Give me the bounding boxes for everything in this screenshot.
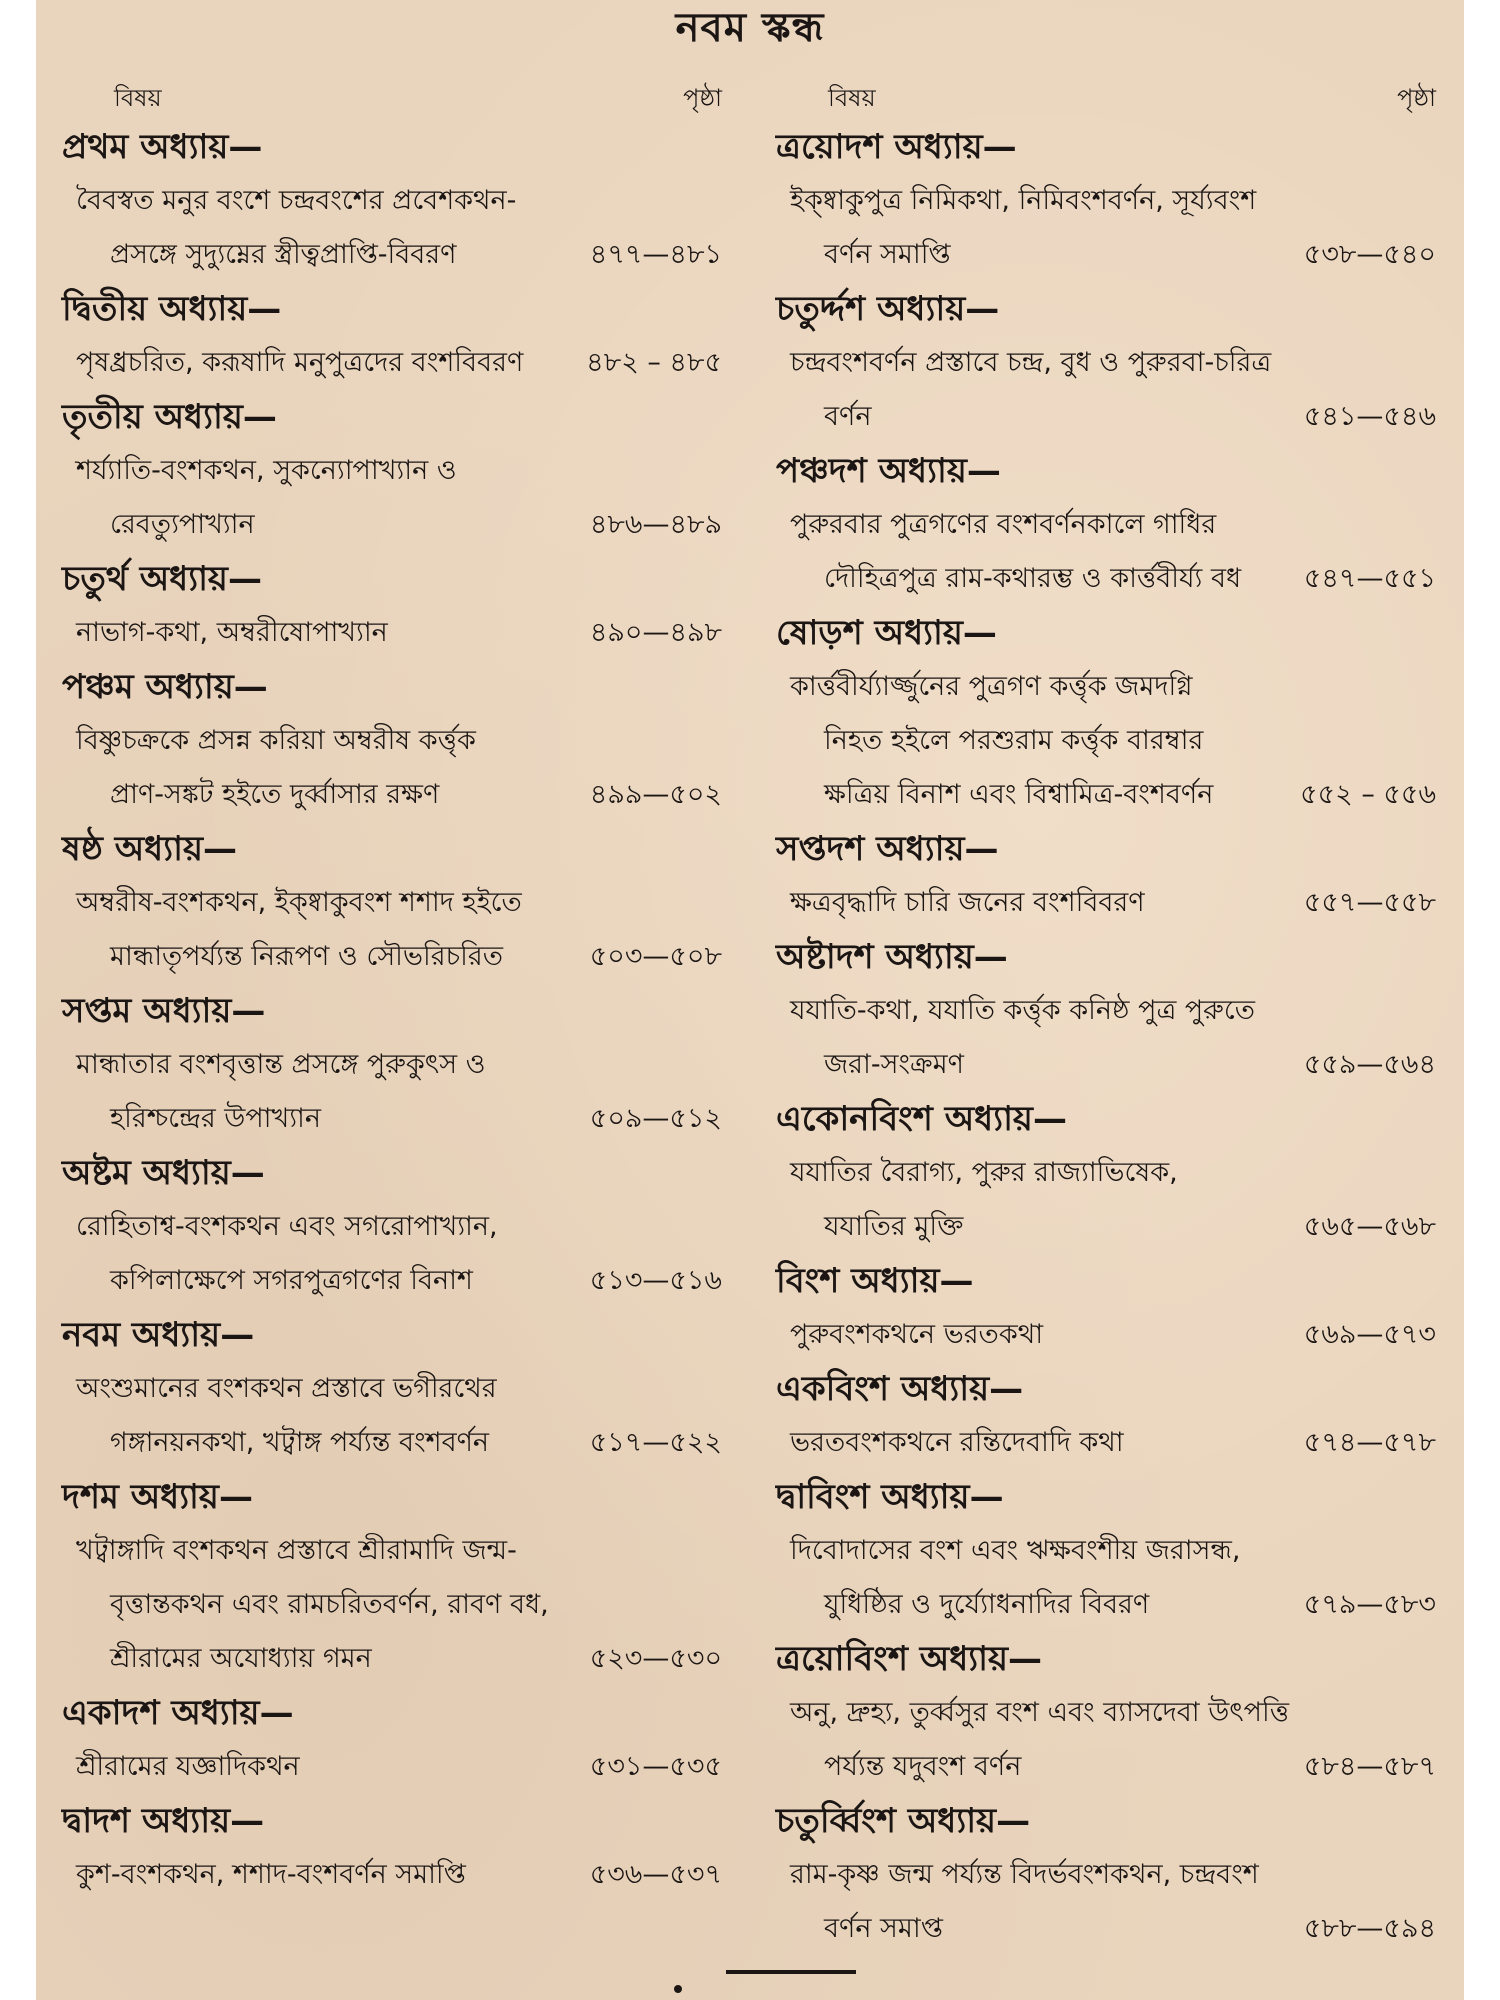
page-range: ৫১৭—৫২২	[589, 1427, 722, 1458]
chapter-description	[776, 174, 1436, 282]
chapter-title-dash: —	[227, 559, 262, 599]
right-column	[776, 76, 1436, 1956]
chapter-title-text: সপ্তম অধ্যায়	[62, 991, 232, 1031]
page-range: ৫৭৯—৫৮৩	[1303, 1589, 1436, 1620]
description-line: বর্ণন সমাপ্তি	[824, 239, 951, 270]
chapter-title	[776, 606, 1436, 660]
chapter-description	[62, 174, 722, 282]
right-chapter-list	[776, 120, 1436, 1956]
chapter-title-dash: —	[939, 1261, 974, 1301]
chapter-title-text: ষোড়শ অধ্যায়	[776, 613, 963, 653]
description-line: ইক্ষ্বাকুপুত্র নিমিকথা, নিমিবংশবর্ণন, সূর্য্যবংশ	[790, 185, 1257, 216]
chapter-title	[62, 552, 722, 606]
chapter-title	[62, 1146, 722, 1200]
chapter-title-dash: —	[202, 829, 237, 869]
chapter-entry	[62, 1686, 722, 1794]
chapter-entry	[776, 444, 1436, 606]
chapter-entry	[62, 1470, 722, 1686]
subject-label: বিষয়	[828, 84, 876, 112]
chapter-entry	[776, 1470, 1436, 1632]
chapter-entry	[776, 606, 1436, 822]
chapter-description	[62, 606, 722, 660]
description-line: হরিশ্চন্দ্রের উপাখ্যান	[110, 1103, 321, 1134]
chapter-description	[776, 876, 1436, 930]
chapter-description	[62, 714, 722, 822]
description-line: দিবোদাসের বংশ এবং ঋক্ষবংশীয় জরাসন্ধ,	[790, 1535, 1241, 1566]
page-range: ৫৪৭—৫৫১	[1303, 563, 1436, 594]
page-range: ৫৫৯—৫৬৪	[1303, 1049, 1436, 1080]
chapter-entry	[62, 120, 722, 282]
description-line: যুধিষ্ঠির ও দুর্য্যোধনাদির বিবরণ	[824, 1589, 1150, 1620]
chapter-entry	[62, 282, 722, 390]
chapter-title	[62, 1794, 722, 1848]
description-line: গঙ্গানয়নকথা, খট্বাঙ্গ পর্য্যন্ত বংশবর্ণন	[110, 1427, 490, 1458]
description-line: অংশুমানের বংশকথন প্রস্তাবে ভগীরথের	[76, 1373, 497, 1404]
chapter-title-text: চতুর্থ অধ্যায়	[62, 559, 228, 599]
chapter-title-dash: —	[228, 127, 263, 167]
page-range: ৪৮৬—৪৮৯	[589, 509, 722, 540]
chapter-title-dash: —	[966, 451, 1001, 491]
left-chapter-list	[62, 120, 722, 1902]
chapter-title-text: দশম অধ্যায়	[62, 1477, 219, 1517]
chapter-title	[776, 1470, 1436, 1524]
book-title: নবম স্কন্ধ	[675, 5, 825, 51]
chapter-title-text: বিংশ অধ্যায়	[776, 1261, 940, 1301]
page-range: ৫৮৮—৫৯৪	[1303, 1913, 1436, 1944]
description-line: মান্ধাতৃপর্য্যন্ত নিরূপণ ও সৌভরিচরিত	[110, 941, 504, 972]
description-line: জরা-সংক্রমণ	[824, 1049, 964, 1080]
chapter-title	[776, 120, 1436, 174]
book-page	[36, 0, 1464, 2000]
chapter-title	[62, 660, 722, 714]
description-line: ক্ষত্রিয় বিনাশ এবং বিশ্বামিত্র-বংশবর্ণন	[824, 779, 1214, 810]
page-range: ৫৪১—৫৪৬	[1303, 401, 1436, 432]
page-range: ৪৯০—৪৯৮	[589, 617, 722, 648]
chapter-description	[62, 876, 722, 984]
chapter-title-dash: —	[964, 829, 999, 869]
description-line: খট্বাঙ্গাদি বংশকথন প্রস্তাবে শ্রীরামাদি জন্ম-	[76, 1535, 517, 1566]
chapter-title-text: অষ্টম অধ্যায়	[62, 1153, 231, 1193]
left-column	[62, 76, 722, 1902]
chapter-title-text: অষ্টাদশ অধ্যায়	[776, 937, 974, 977]
chapter-title-text: একবিংশ অধ্যায়	[776, 1369, 990, 1409]
subject-label: বিষয়	[114, 84, 162, 112]
description-line: রাম-কৃষ্ণ জন্ম পর্য্যন্ত বিদর্ভবংশকথন, চন্দ্রবংশ	[790, 1859, 1259, 1890]
chapter-description	[62, 336, 722, 390]
description-line: শর্য্যাতি-বংশকথন, সুকন্যোপাখ্যান ও	[76, 455, 457, 486]
chapter-title	[776, 1632, 1436, 1686]
page-range: ৫১৩—৫১৬	[589, 1265, 722, 1296]
page-range: ৫৬৫—৫৬৮	[1303, 1211, 1436, 1242]
description-line: পুরুরবার পুত্রগণের বংশবর্ণনকালে গাধির	[790, 509, 1217, 540]
chapter-title-dash: —	[1032, 1099, 1067, 1139]
right-column-header	[776, 76, 1436, 120]
description-line: যযাতির মুক্তি	[824, 1211, 964, 1242]
chapter-entry	[776, 282, 1436, 444]
chapter-title-dash: —	[230, 1153, 265, 1193]
chapter-title-text: চতুর্ব্বিংশ অধ্যায়	[776, 1801, 997, 1841]
chapter-title-dash: —	[231, 991, 266, 1031]
chapter-description	[776, 1524, 1436, 1632]
chapter-entry	[62, 822, 722, 984]
chapter-title-dash: —	[969, 1477, 1004, 1517]
chapter-title-text: ত্রয়োবিংশ অধ্যায়	[776, 1639, 1009, 1679]
description-line: প্রসঙ্গে সুদ্যুম্নের স্ত্রীত্বপ্রাপ্তি-বিবরণ	[110, 239, 457, 270]
chapter-title	[62, 1470, 722, 1524]
chapter-title	[62, 390, 722, 444]
chapter-title-dash: —	[259, 1693, 294, 1733]
page-label: পৃষ্ঠা	[683, 84, 722, 112]
page-range: ৫৩৮—৫৪০	[1303, 239, 1436, 270]
chapter-title-dash: —	[989, 1369, 1024, 1409]
chapter-description	[62, 1740, 722, 1794]
chapter-title-text: ত্রয়োদশ অধ্যায়	[776, 127, 983, 167]
chapter-description	[776, 498, 1436, 606]
chapter-title	[62, 1308, 722, 1362]
chapter-title	[62, 120, 722, 174]
chapter-description	[776, 1416, 1436, 1470]
description-line: অনু, দ্রুহ্য, তুর্ব্বসুর বংশ এবং ব্যাসদেবা উৎপত্তি	[790, 1697, 1290, 1728]
page-label: পৃষ্ঠা	[1397, 84, 1436, 112]
chapter-title-text: চতুর্দ্দশ অধ্যায়	[776, 289, 966, 329]
description-line: পর্য্যন্ত যদুবংশ বর্ণন	[824, 1751, 1022, 1782]
chapter-title	[776, 930, 1436, 984]
chapter-entry	[776, 1362, 1436, 1470]
page-range: ৫৩১—৫৩৫	[589, 1751, 722, 1782]
page-range: ৫৬৯—৫৭৩	[1303, 1319, 1436, 1350]
chapter-title-text: তৃতীয় অধ্যায়	[62, 397, 243, 437]
page-range: ৫৩৬—৫৩৭	[589, 1859, 722, 1890]
description-line: দৌহিত্রপুত্র রাম-কথারম্ভ ও কার্ত্তবীর্য্য বধ	[824, 563, 1242, 594]
description-line: ক্ষত্রবৃদ্ধাদি চারি জনের বংশবিবরণ	[790, 887, 1145, 918]
description-line: কার্ত্তবীর্য্যার্জ্জুনের পুত্রগণ কর্ত্তৃক জমদগ্নি	[790, 671, 1193, 702]
chapter-title	[62, 1686, 722, 1740]
bottom-rule	[726, 1970, 856, 1974]
chapter-title-dash: —	[1008, 1639, 1043, 1679]
chapter-title-dash: —	[233, 667, 268, 707]
chapter-title	[776, 1092, 1436, 1146]
chapter-title	[776, 1254, 1436, 1308]
page-range: ৫৮৪—৫৮৭	[1303, 1751, 1436, 1782]
bottom-dot	[674, 1985, 682, 1993]
chapter-title-dash: —	[230, 1801, 265, 1841]
page-range: ৫৭৪—৫৭৮	[1303, 1427, 1436, 1458]
chapter-entry	[62, 390, 722, 552]
page-range: ৫০৯—৫১২	[589, 1103, 722, 1134]
description-line: মান্ধাতার বংশবৃত্তান্ত প্রসঙ্গে পুরুকুৎস ও	[76, 1049, 486, 1080]
chapter-description	[62, 444, 722, 552]
description-line: বৃত্তান্তকথন এবং রামচরিতবর্ণন, রাবণ বধ,	[110, 1589, 549, 1620]
description-line: নিহত হইলে পরশুরাম কর্ত্তৃক বারম্বার	[824, 725, 1204, 756]
chapter-description	[776, 1848, 1436, 1956]
page-range: ৪৯৯—৫০২	[589, 779, 722, 810]
chapter-title-text: পঞ্চদশ অধ্যায়	[776, 451, 967, 491]
chapter-title	[62, 822, 722, 876]
chapter-description	[62, 1524, 722, 1686]
page-range: ৫৫২ – ৫৫৬	[1300, 779, 1436, 810]
description-line: বর্ণন	[824, 401, 872, 432]
chapter-entry	[776, 822, 1436, 930]
chapter-title-text: একাদশ অধ্যায়	[62, 1693, 260, 1733]
chapter-title-dash: —	[996, 1801, 1031, 1841]
chapter-entry	[62, 984, 722, 1146]
description-line: রোহিতাশ্ব-বংশকথন এবং সগরোপাখ্যান,	[76, 1211, 498, 1242]
page-range: ৪৮২ – ৪৮৫	[586, 347, 722, 378]
chapter-entry	[62, 1308, 722, 1470]
page-range: ৫৫৭—৫৫৮	[1303, 887, 1436, 918]
chapter-title-text: সপ্তদশ অধ্যায়	[776, 829, 965, 869]
chapter-entry	[62, 552, 722, 660]
chapter-entry	[776, 1092, 1436, 1254]
description-line: রেবত্যুপাখ্যান	[110, 509, 255, 540]
description-line: যযাতির বৈরাগ্য, পুরুর রাজ্যাভিষেক,	[790, 1157, 1178, 1188]
chapter-entry	[62, 660, 722, 822]
chapter-title-text: দ্বিতীয় অধ্যায়	[62, 289, 248, 329]
chapter-title	[62, 282, 722, 336]
chapter-entry	[776, 930, 1436, 1092]
chapter-title	[776, 282, 1436, 336]
chapter-description	[776, 984, 1436, 1092]
chapter-title	[776, 1362, 1436, 1416]
page-range: ৪৭৭—৪৮১	[589, 239, 722, 270]
page-range: ৫০৩—৫০৮	[589, 941, 722, 972]
description-line: বিষ্ণুচক্রকে প্রসন্ন করিয়া অম্বরীষ কর্ত্তৃক	[76, 725, 476, 756]
chapter-title-dash: —	[973, 937, 1008, 977]
chapter-title-dash: —	[218, 1477, 253, 1517]
chapter-description	[776, 1686, 1436, 1794]
chapter-title-text: পঞ্চম অধ্যায়	[62, 667, 234, 707]
description-line: কপিলাক্ষেপে সগরপুত্রগণের বিনাশ	[110, 1265, 473, 1296]
chapter-title-dash: —	[965, 289, 1000, 329]
chapter-title-text: একোনবিংশ অধ্যায়	[776, 1099, 1033, 1139]
chapter-entry	[776, 1794, 1436, 1956]
chapter-entry	[776, 1632, 1436, 1794]
description-line: অম্বরীষ-বংশকথন, ইক্ষ্বাকুবংশ শশাদ হইতে	[76, 887, 522, 918]
chapter-entry	[62, 1794, 722, 1902]
chapter-title	[776, 1794, 1436, 1848]
chapter-title	[776, 444, 1436, 498]
chapter-description	[62, 1038, 722, 1146]
chapter-title-dash: —	[982, 127, 1017, 167]
chapter-title-text: দ্বাদশ অধ্যায়	[62, 1801, 231, 1841]
description-line: শ্রীরামের যজ্ঞাদিকথন	[76, 1751, 300, 1782]
description-line: চন্দ্রবংশবর্ণন প্রস্তাবে চন্দ্র, বুধ ও পুরুরবা-চরিত্র	[790, 347, 1272, 378]
description-line: যযাতি-কথা, যযাতি কর্ত্তৃক কনিষ্ঠ পুত্র পুরুতে	[790, 995, 1256, 1026]
left-column-header	[62, 76, 722, 120]
chapter-description	[62, 1362, 722, 1470]
description-line: পৃষধ্রচরিত, করূষাদি মনুপুত্রদের বংশবিবরণ	[76, 347, 524, 378]
chapter-title	[776, 822, 1436, 876]
description-line: শ্রীরামের অযোধ্যায় গমন	[110, 1643, 372, 1674]
chapter-title-text: ষষ্ঠ অধ্যায়	[62, 829, 203, 869]
chapter-title	[62, 984, 722, 1038]
chapter-title-text: দ্বাবিংশ অধ্যায়	[776, 1477, 970, 1517]
chapter-entry	[776, 120, 1436, 282]
chapter-description	[776, 1146, 1436, 1254]
chapter-title-dash: —	[247, 289, 282, 329]
chapter-description	[776, 660, 1436, 822]
chapter-description	[62, 1200, 722, 1308]
page-range: ৫২৩—৫৩০	[589, 1643, 722, 1674]
chapter-title-text: প্রথম অধ্যায়	[62, 127, 229, 167]
chapter-title-text: নবম অধ্যায়	[62, 1315, 221, 1355]
chapter-entry	[62, 1146, 722, 1308]
description-line: কুশ-বংশকথন, শশাদ-বংশবর্ণন সমাপ্তি	[76, 1859, 466, 1890]
chapter-entry	[776, 1254, 1436, 1362]
chapter-description	[776, 1308, 1436, 1362]
chapter-title-dash: —	[242, 397, 277, 437]
chapter-title-dash: —	[220, 1315, 255, 1355]
description-line: প্রাণ-সঙ্কট হইতে দুর্ব্বাসার রক্ষণ	[110, 779, 440, 810]
description-line: পুরুবংশকথনে ভরতকথা	[790, 1319, 1044, 1350]
description-line: নাভাগ-কথা, অম্বরীষোপাখ্যান	[76, 617, 388, 648]
description-line: ভরতবংশকথনে রন্তিদেবাদি কথা	[790, 1427, 1124, 1458]
chapter-title-dash: —	[962, 613, 997, 653]
chapter-description	[776, 336, 1436, 444]
chapter-description	[62, 1848, 722, 1902]
description-line: বর্ণন সমাপ্ত	[824, 1913, 943, 1944]
description-line: বৈবস্বত মনুর বংশে চন্দ্রবংশের প্রবেশকথন-	[76, 185, 517, 216]
